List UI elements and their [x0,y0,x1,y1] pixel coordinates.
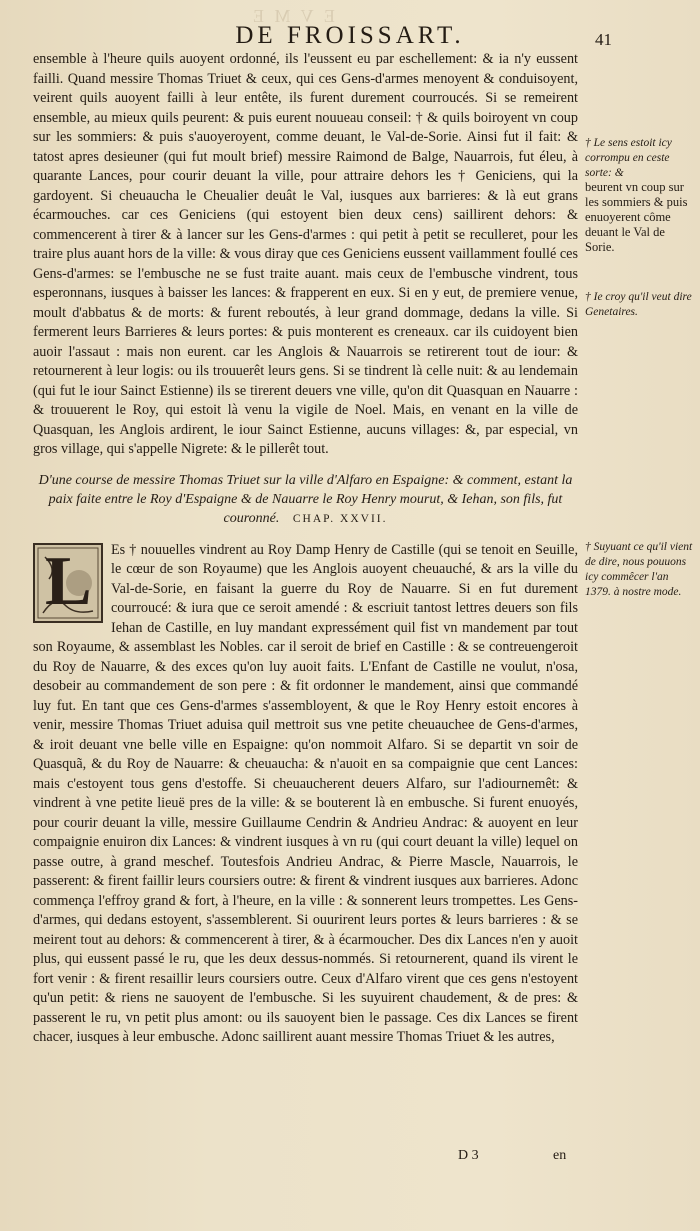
decorated-initial [33,543,103,623]
chapter-text: Es † nouuelles vindrent au Roy Damp Henry de Castille (qui se tenoit en Seuille, le cœur de son Royaume) que les Anglois auoyent cheuauché, & ars la ville du Val-de-Sorie, en faisant la guerre du Roy de Nauarre. Si en fut durement courroucé: & iura que ce seroit amendé : & escriuit tantost lettres deuers son fils Iehan de Castille, en luy mandant expressément quil fist vn mandement par tout son Royaume, & assemblast les Nobles. car il seroit de brief en Castille : & se contreuengeroit du Roy de Nauarre, & des exces qu'on luy auoit faits. L'Enfant de Castille ne voulut, n'osa, desobeir au commandement de son pere : & fit ordonner le mandement, ainsi que commandé luy fut. En tant que ces Gens-d'armes s'assembloyent, & que le Roy Henry estoit encores à venir, messire Thomas Triuet aduisa quil mettroit sus vne petite cheuauchee de Gens-d'armes, & iroit deuant vne belle ville en Espaigne: qu'on nommoit Alfaro. Si se departit vn soir de Quasquã, & du Roy de Nauarre: & cheuaucha: & n'auoit en sa compaignie que cent Lances: mais c'estoyent tous gens d'estoffe. Si cheuaucherent deuers Alfaro, sur l'adiournemêt: & vindrent à vne petite lieuë pres de la ville: & se bouterent là en embusche. Si furent enuoyés, pour courir deuant la ville, messire Guillaume Cendrin & Andrieu Andrac: & auoyent en leur compaignie enuiron dix Lances: & vindrent iusques à vn ru (qui court deuant la ville) lequel on passe outre, à grand meschef. Toutesfois Andrieu Andrac, & Pierre Mascle, Nauarrois, le passerent: & firent faillir leurs coursiers outre: & firent & vindrent iusques aux barrieres. Adonc commença l'effroy grand & fort, à l'heure, en la ville : & sonnerent leurs trompettes. Les Gens-d'armes, qui dedans estoyent, s'assemblerent. Si ouurirent leurs portes & leurs barrieres : & se meirent tout au dehors: & commencerent à tirer, & à écarmoucher. Des dix Lances n'en y auoit plus, qui eussent passé le ru, que les deux dessus-nommés. Si retournerent, quand ils virent le fort venir : & firent resaillir leurs coursiers outre. Ceux d'Alfaro virent que ces gens n'estoyent qu'un petit: & riens ne sauoyent de l'embusche. Si les suyuirent chaudement, & de pres: & passerent le ru, vn petit plus amont: ou ils sauoyent bien le passage. Ces dix Lances se firent chacer, iusques à leur embusche. Adonc saillirent auant messire Thomas Triuet & les autres, [33,541,578,1045]
running-title: DE FROISSART. [235,22,465,49]
showthrough-text: E V M E [250,6,335,26]
chapter-title: D'une course de messire Thomas Triuet sur la ville d'Alfaro en Espaigne: & comment, estant la paix faite entre le Roy d'Espaigne & de Nauarre le Roy Henry mourut, & Iehan, son fils, fut couronné. [38,472,573,526]
signature-mark: D 3 [458,1148,479,1163]
margin-note-1: † Le sens estoit icy corrompu en ceste sorte: & [585,137,672,179]
chapter-number: CHAP. XXVII. [292,512,388,525]
main-text-column [33,50,578,1048]
margin-note-4: † Suyuant ce qu'il vient de dire, nous pouuons icy commêcer l'an 1379. à nostre mode. [585,541,693,598]
page-number: 41 [595,30,612,49]
chapter-heading [33,471,578,529]
margin-note-3: † Ie croy qu'il veut dire Genetaires. [585,291,692,318]
initial-letter: L [45,542,92,620]
catchword: en [553,1148,567,1163]
margin-note-2: beurent vn coup sur les sommiers & puis enuoyerent côme deuant le Val de Sorie. [585,180,688,254]
paragraph-1: ensemble à l'heure quils auoyent ordonné, ils l'eussent eu par eschellement: & ia n'y eussent failli. Quand messire Thomas Triuet & ceux, qui ces Gens-d'armes menoyent & conduisoyent, veirent quils auoyent failli à leur entête, ils furent durement courroucés. Si se remeirent ensemble, au mieux quils peurent: & puis eurent nouueau conseil: † & quils boiroyent vn coup sur les sommiers: & puis s'auoyeroyent, comme deuant, le Val-de-Sorie. Ainsi fut il fait: & tatost apres desieuner (qui fut moult brief) messire Raimond de Balge, Nauarrois, fut éleu, à quarante Lances, pour courir deuant la ville, pour attraire dehors les † Geniciens, qui la gardoyent. Si cheuaucha le Cheualier deuât le Val, iusques aux barrieres: & là eut grans écarmouches. car ces Geniciens (qui estoyent bien deux cens) saillirent dehors: & commencerent à tirer & à lancer sur les Gens-d'armes : qui petit à petit se reculleret, pour les traire plus auant hors de la ville: & vous diray que ces Geniciens eussent vaillamment foullé ces Gens-d'armes: se l'embusche ne se fust traite auant. mais ceux de l'embusche vindrent, tous esperonnans, iusques à baisser les lances: & frapperent en eux. Si en y eut, de premiere venue, moult d'abbatus & de morts: & furent reboutés, à leur grand dommage, dedans la ville. Si fermerent leurs Barrieres & leurs portes: & puis monterent es creneaux. car ils cuidoyent bien auoir l'assaut : mais non eurent. car les Anglois & Nauarrois se retirerent tout de iour: & retournerent à leur logis: ou ils trouuerêt leurs gens. Si se tindrent là celle nuit: & au lendemain (qui fut le iour Sainct Estienne) ils se tirerent deuers vne ville, qu'on dit Quasquan en Nauarre : & trouuerent le Roy, qui estoit là venu la vigile de Noel. Mais, en venant en la ville de Quasquan, les Anglois ardirent, le iour Sainct Estienne, aucuns villages: &, par especial, vn gros village, qui s'appelle Nigrete: & le pillerêt tout. [33,51,578,457]
